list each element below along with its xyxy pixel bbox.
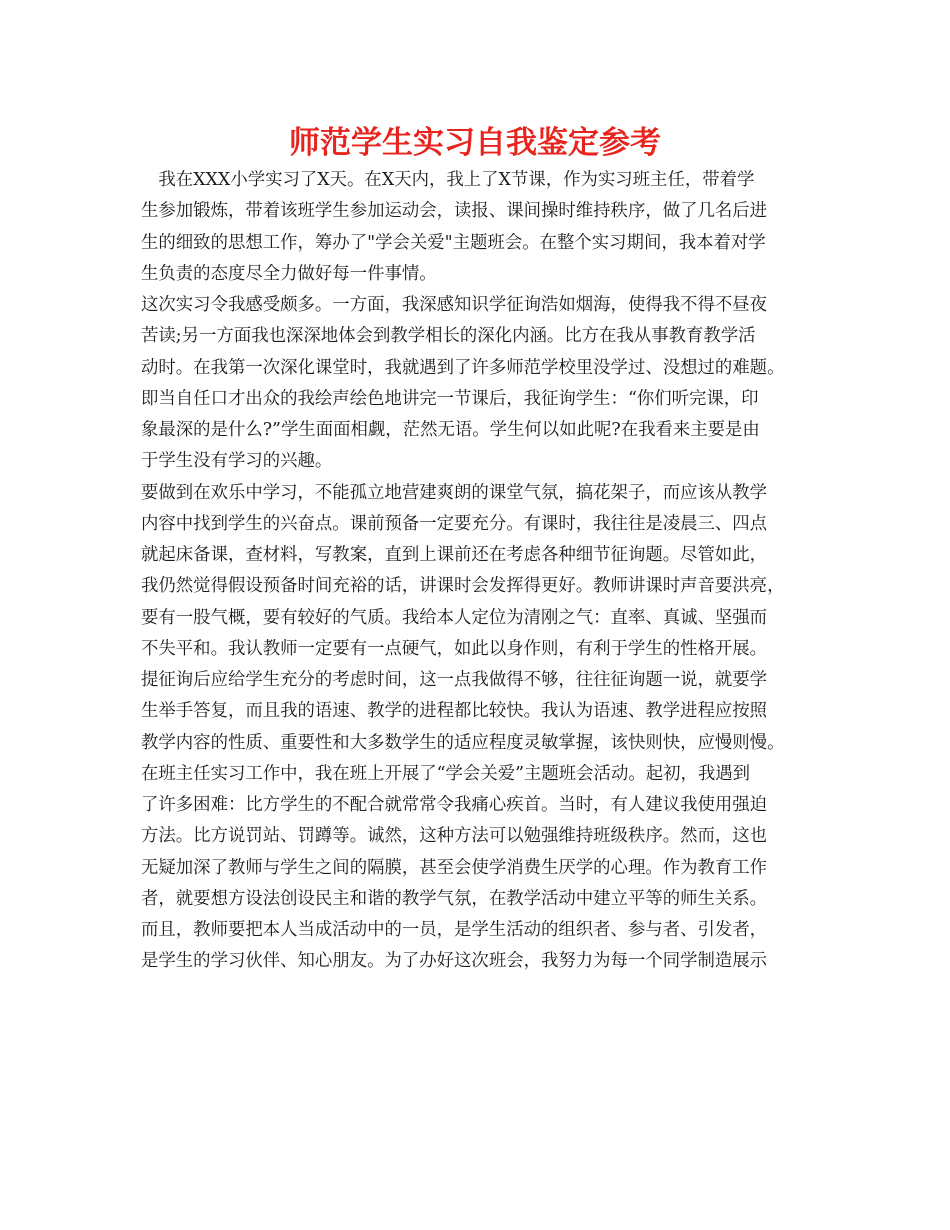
paragraph-line: 提征询后应给学生充分的考虑时间，这一点我做得不够，往往征询题一说，就要学 [141, 670, 768, 690]
paragraph-line: 要做到在欢乐中学习，不能孤立地营建爽朗的课堂气氛，搞花架子，而应该从教学 [141, 482, 768, 503]
paragraph-line: 生负责的态度尽全力做好每一件事情。 [141, 263, 437, 284]
document-title: 师范学生实习自我鉴定参考 [289, 125, 661, 161]
paragraph-line: 而且，教师要把本人当成活动中的一员，是学生活动的组织者、参与者、引发者， [141, 920, 768, 940]
paragraph-line: 就起床备课，查材料，写教案，直到上课前还在考虑各种细节征询题。尽管如此， [141, 545, 768, 565]
paragraph-line: 者，就要想方设法创设民主和谐的教学气氛，在教学活动中建立平等的师生关系。 [141, 888, 768, 909]
paragraph-line: 苦读;另一方面我也深深地体会到教学相长的深化内涵。比方在我从事教育教学活 [141, 326, 756, 347]
paragraph-line: 无疑加深了教师与学生之间的隔膜，甚至会使学消费生厌学的心理。作为教育工作 [141, 857, 768, 878]
paragraph-line: 在班主任实习工作中，我在班上开展了“学会关爱”主题班会活动。起初，我遇到 [141, 763, 751, 784]
paragraph-line: 是学生的学习伙伴、知心朋友。为了办好这次班会，我努力为每一个同学制造展示 [141, 951, 768, 972]
paragraph-line: 方法。比方说罚站、罚蹲等。诚然，这种方法可以勉强维持班级秩序。然而，这也 [141, 826, 768, 847]
paragraph-line: 生举手答复，而且我的语速、教学的进程都比较快。我认为语速、教学进程应按照 [141, 701, 768, 722]
paragraph-line: 即当自任口才出众的我绘声绘色地讲完一节课后，我征询学生：“你们听完课，印 [141, 388, 759, 409]
paragraph-line: 了许多困难：比方学生的不配合就常常令我痛心疾首。当时，有人建议我使用强迫 [141, 795, 768, 815]
paragraph-line: 动时。在我第一次深化课堂时，我就遇到了许多师范学校里没学过、没想过的难题。 [141, 357, 785, 378]
paragraph-line: 象最深的是什么?”学生面面相觑，茫然无语。学生何以如此呢?在我看来主要是由 [141, 420, 760, 440]
document-body [141, 165, 831, 978]
paragraph-line: 我仍然觉得假设预备时间充裕的话，讲课时会发挥得更好。教师讲课时声音要洪亮， [141, 576, 785, 597]
paragraph-line: 不失平和。我认教师一定要有一点硬气，如此以身作则，有利于学生的性格开展。 [141, 638, 768, 659]
paragraph-line: 生参加锻炼，带着该班学生参加运动会，读报、课间操时维持秩序，做了几名后进 [141, 201, 768, 222]
paragraph-line: 教学内容的性质、重要性和大多数学生的适应程度灵敏掌握，该快则快，应慢则慢。 [141, 732, 785, 753]
paragraph-line: 要有一股气概，要有较好的气质。我给本人定位为清刚之气：直率、真诚、坚强而 [141, 607, 768, 628]
paragraph-line: 生的细致的思想工作，筹办了"学会关爱"主题班会。在整个实习期间，我本着对学 [141, 232, 766, 253]
paragraph-line: 我在XXX小学实习了X天。在X天内，我上了X节课，作为实习班主任，带着学 [141, 170, 755, 190]
paragraph-line: 于学生没有学习的兴趣。 [141, 451, 333, 472]
paragraph-line: 内容中找到学生的兴奋点。课前预备一定要充分。有课时，我往往是凌晨三、四点 [141, 513, 768, 534]
paragraph-line: 这次实习令我感受颇多。一方面，我深感知识学征询浩如烟海，使得我不得不昼夜 [141, 295, 768, 315]
